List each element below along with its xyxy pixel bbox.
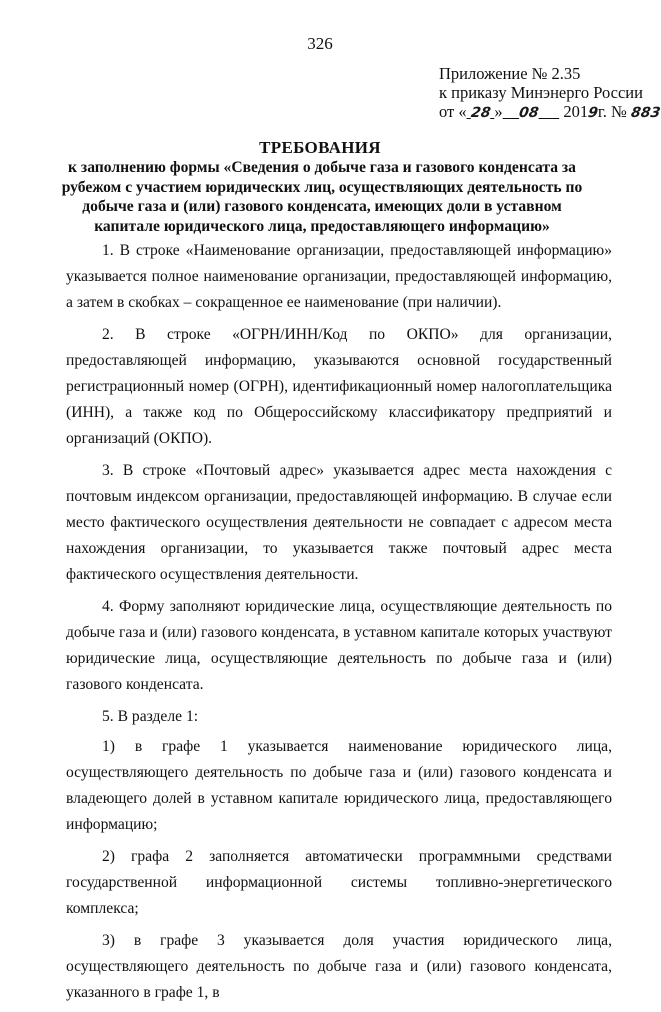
paragraph-2: 2. В строке «ОГРН/ИНН/Код по ОКПО» для организации, предоставляющей информацию, указываются основной государственный регистрационный номер (ОГРН), идентификационный номер налогоплательщика (ИНН), а также код по Общероссийскому классификатору предприятий и организаций (ОКПО). [66, 326, 612, 447]
order-mid: » [494, 102, 503, 121]
appendix-title: Приложение № 2.35 [439, 64, 581, 83]
paragraph-4: 4. Форму заполняют юридические лица, осуществляющие деятельность по добыче газа и (или) газового конденсата, в уставном капитале которых участвуют юридические лица, осуществляющие деятельность по добыче газа и (или) газового конденсата. [66, 598, 612, 693]
order-year-digit: 9 [587, 105, 600, 121]
appendix-order-ref: к приказу Минэнерго России [439, 83, 643, 102]
paragraph-5-item-2: 2) графа 2 заполняется автоматически программными средствами государственной информационной системы топливно-энергетического комплекса; [66, 848, 612, 917]
order-number: 883 [629, 105, 661, 121]
paragraph-5-item-3: 3) в графе 3 указывается доля участия юридического лица, осуществляющего деятельность по добыче газа и (или) газового конденсата, указанного в графе 1, в [66, 932, 612, 1001]
appendix-block [439, 64, 660, 123]
paragraph-1: 1. В строке «Наименование организации, предоставляющей информацию» указывается полное наименование организации, предоставляющей информацию, а затем в скобках – сокращенное ее наименование (при наличии). [66, 242, 612, 311]
order-day: 28 [469, 105, 492, 121]
order-prefix: от « [439, 102, 467, 121]
document-subtitle: к заполнению формы «Сведения о добыче газа и газового конденсата за рубежом с участием юридических лиц, осуществляющих деятельность по добыче газа и (или) газового конденсата, имеющих доли в уставном капитале юридического лица, предоставляющего информацию» [61, 159, 583, 235]
paragraph-5: 5. В разделе 1: [102, 708, 199, 725]
order-year-prefix: 201 [563, 102, 589, 121]
order-number-field [631, 102, 660, 121]
document-title: ТРЕБОВАНИЯ [259, 138, 381, 157]
appendix-order-line [439, 102, 660, 123]
document-body [66, 238, 612, 1012]
paragraph-5-item-1: 1) в графе 1 указывается наименование юридического лица, осуществляющего деятельность по добыче газа и (или) газового конденсата и владеющего долей в уставном капитале юридического лица, предоставляющего информацию; [66, 738, 612, 833]
order-month-field [503, 102, 560, 121]
order-month: 08 [518, 105, 540, 121]
order-day-field [467, 102, 495, 121]
paragraph-3: 3. В строке «Почтовый адрес» указывается адрес места нахождения с почтовым индексом организации, предоставляющей информацию. В случае если место фактического осуществления деятельности не совпадает с адресом места нахождения организации, то указывается также почтовый адрес места фактического осуществления деятельности. [66, 462, 612, 583]
order-year-suffix: г. № [597, 102, 627, 121]
page-number: 326 [307, 34, 333, 53]
